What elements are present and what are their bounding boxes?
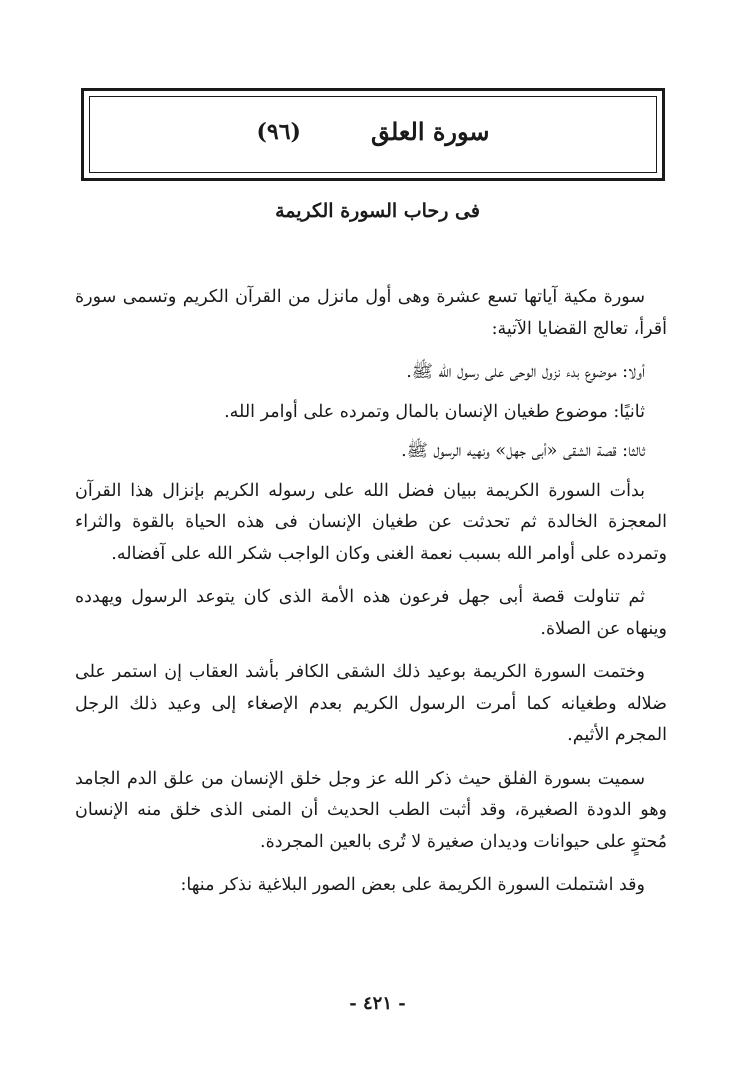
section-subtitle: فى رحاب السورة الكريمة bbox=[275, 200, 480, 222]
body-text bbox=[75, 282, 667, 914]
topic-item-second: ثانيًا: موضوع طغيان الإنسان بالمال وتمرده على أوامر الله. bbox=[224, 401, 645, 422]
paragraph-ending: وختمت السورة الكريمة بوعيد ذلك الشقى الكافر بأشد العقاب إن استمر على ضلاله وطغيانه كما أمرت الرسول الكريم بعدم الإصغاء إلى وعيد ذلك الرجل المجرم الأثيم. bbox=[75, 662, 667, 745]
paragraph-rhetoric: وقد اشتملت السورة الكريمة على بعض الصور البلاغية نذكر منها: bbox=[180, 875, 645, 895]
topic-item-first: أولا: موضوع بدء نزول الوحى على رسول الله ﷺ. bbox=[406, 362, 645, 382]
intro-paragraph: سورة مكية آياتها تسع عشرة وهى أول مانزل من القرآن الكريم وتسمى سورة أقرأ، تعالج القضايا الآتية: bbox=[75, 287, 667, 339]
page-number: - ٤٢١ - bbox=[349, 993, 406, 1014]
topic-item-third: ثالثا: قصة الشقى «أبى جهل» ونهيه الرسول ﷺ. bbox=[401, 441, 645, 461]
paragraph-abu-jahl: ثم تناولت قصة أبى جهل فرعون هذه الأمة الذى كان يتوعد الرسول ويهدده وينهاه عن الصلاة. bbox=[75, 587, 667, 639]
paragraph-naming: سميت بسورة الفلق حيث ذكر الله عز وجل خلق الإنسان من علق الدم الجامد وهو الدودة الصغيرة، وقد أثبت الطب الحديث أن المنى الذى خلق منه الإنسان مُحتوٍ على حيوانات وديدان صغيرة لا تُرى بالعين المجردة. bbox=[75, 768, 667, 852]
surah-title-row bbox=[84, 117, 662, 146]
surah-title-frame bbox=[81, 88, 665, 181]
surah-number: (٩٦) bbox=[256, 118, 301, 145]
paragraph-opening: بدأت السورة الكريمة ببيان فضل الله على رسوله الكريم بإنزال هذا القرآن المعجزة الخالدة ثم تحدثت عن طغيان الإنسان فى هذه الحياة بالقوة والثراء وتمرده على أوامر الله بسبب نعمة الغنى وكان الواجب شكر الله على آفضاله. bbox=[75, 480, 667, 564]
surah-name: سورة العلق bbox=[370, 117, 490, 146]
